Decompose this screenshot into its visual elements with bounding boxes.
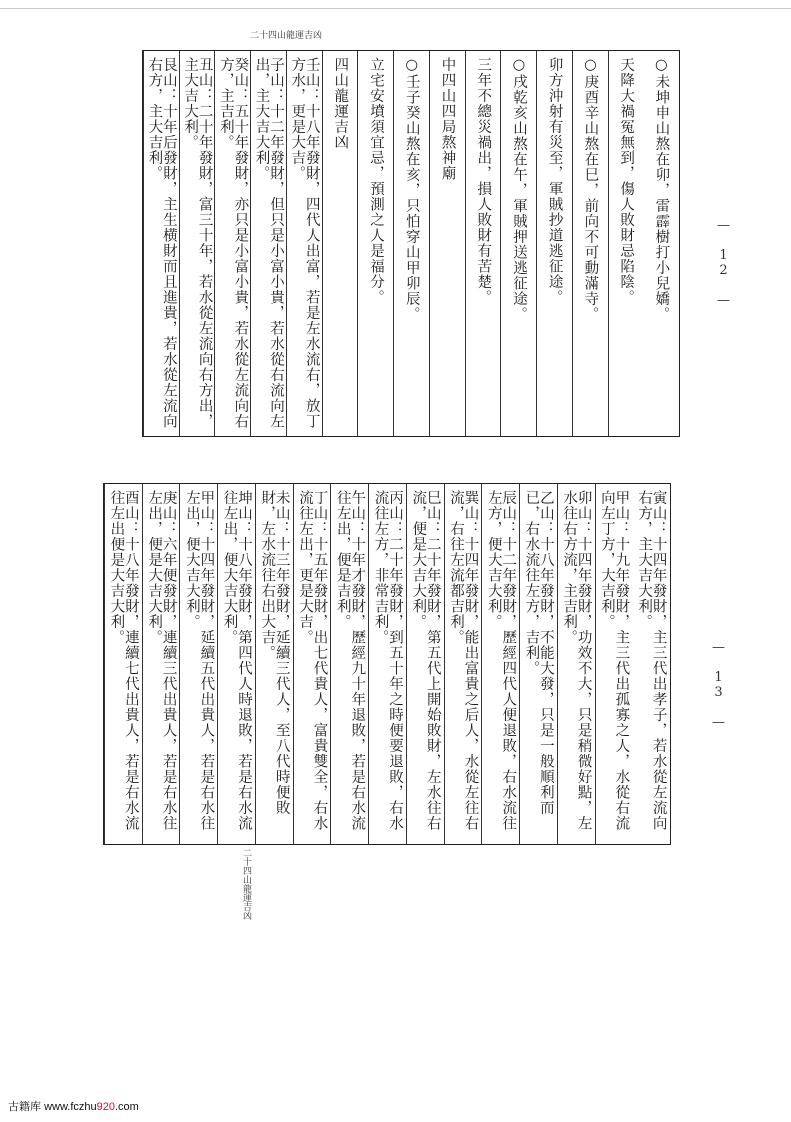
column-text: 未山：十三年發財，延續三代人，至八代時便敗財，左水流往右出大吉。 <box>259 490 290 816</box>
column-text: 甲山：十四年發財，延續五代出貴人，若是右水往左出，便大吉大利。 <box>183 490 215 831</box>
column-text: 巳山：二十年發財，第五代上開始敗財，左水往右流，便是大吉大利。 <box>410 490 441 831</box>
column-text: 丁山：十五年發財，出七代貴人，富貴雙全，右水流往左出，更是大吉。 <box>297 490 328 831</box>
column-text: 四山龍運吉凶 <box>332 57 349 150</box>
text-column <box>250 51 286 436</box>
text-column <box>519 484 557 844</box>
bottom-page-block <box>103 483 671 845</box>
top-running-head: 二十四山龍運吉凶 <box>250 31 323 41</box>
column-text: 三年不總災禍出，損人敗財有苦楚。 <box>475 57 492 305</box>
text-column <box>481 484 519 844</box>
text-column <box>143 51 179 436</box>
text-column <box>595 484 633 844</box>
text-column <box>500 51 536 436</box>
text-column <box>643 51 679 436</box>
footer-site-name: 古籍库 <box>8 1101 41 1113</box>
text-column <box>179 484 217 844</box>
column-text: 坤山：十八年發財，第四代人時退敗，若是右水流往左出，便大吉大利。 <box>221 490 253 831</box>
column-text: 丙山：二十年發財，到五十年之時便要退敗，右水流往左方，非常吉利。 <box>372 490 403 831</box>
column-text: 酉山：十八年發財，連續七代出貴人，若是右水流往左出便是大吉大利。 <box>108 490 139 831</box>
column-text: 辰山：十二年發財，歷經四代人便退敗，右水流往左方，便大吉大利。 <box>485 490 517 831</box>
column-text: 子山：十二年發財，但只是小富小貴，若水從右流向左出，主大吉大利。 <box>253 57 285 429</box>
text-column <box>465 51 501 436</box>
text-column <box>330 484 368 844</box>
column-text: 卯方沖射有災至，軍賊抄道逃征途。 <box>546 57 563 305</box>
column-text: 天降大禍冤無到，傷人敗財忌陷陰。 <box>618 57 635 305</box>
column-text: 乙山：十八年發財，不能大發，只是一般順利而已，右水流往左方，吉利。 <box>523 490 554 816</box>
scan-artifact-line <box>0 8 791 9</box>
text-column <box>368 484 406 844</box>
text-column <box>286 51 322 436</box>
column-text: 中四山四局熬神廟 <box>439 57 456 181</box>
text-column <box>557 484 595 844</box>
column-text: ○壬子癸山熬在亥，只怕穿山甲卯辰。 <box>403 57 420 322</box>
text-column <box>632 484 670 844</box>
bottom-running-head: 二十四山龍運吉凶 <box>241 848 251 920</box>
text-column <box>179 51 215 436</box>
text-column <box>608 51 644 436</box>
column-text: 癸山：五十年發財，亦只是小富小貴，若水從左流向右方，主吉利。 <box>217 57 249 429</box>
column-text: 寅山：十四年發財，主三代出孝子，若水從左流向右方，主大吉大利。 <box>636 490 667 831</box>
footer-url[interactable]: www.fczhu920.com <box>44 1101 139 1113</box>
text-column <box>536 51 572 436</box>
column-text: 艮山：十年后發財，主生横財而且進貴，若水從左流向右方，主大吉利。 <box>146 57 177 429</box>
top-page-block <box>142 50 680 437</box>
text-column <box>322 51 358 436</box>
column-text: 巽山：十四年發財，能出富貴之后人，水從左往右流，右往左流都吉利。 <box>447 490 479 831</box>
text-column <box>393 51 429 436</box>
text-column <box>406 484 444 844</box>
text-column <box>444 484 482 844</box>
column-text: 午山：十年才發財，歷經九十年退敗，若是右水流往左出，便是吉利。 <box>334 490 366 831</box>
text-column <box>142 484 180 844</box>
column-text: ○戌乾亥山熬在午，軍賊押送逃征途。 <box>510 57 527 322</box>
text-column <box>255 484 293 844</box>
text-column <box>104 484 142 844</box>
text-column <box>293 484 331 844</box>
text-column <box>429 51 465 436</box>
column-text: 庚山：六年便發財，連續三代出貴人，若是右水往左出，便是大吉大利。 <box>146 490 177 831</box>
column-text: 卯山：十四年發財，功效不大，只是稍微好點，左水往右方流，主吉利。 <box>561 490 592 831</box>
text-column <box>572 51 608 436</box>
bottom-page-number: — 13 — <box>711 640 726 730</box>
column-text: 壬山：十八年發財，四代人出富，若是左水流右，放丁方水，更是大吉。 <box>289 57 320 429</box>
column-text: ○未坤申山熬在卯，雷霹樹打小兒嬌。 <box>653 57 670 322</box>
column-text: 立宅安墳須宜忌，預測之人是福分。 <box>368 57 384 305</box>
column-text: 丑山：二十年發財，富三十年，若水從左流向右方出，主大吉大利。 <box>182 57 213 429</box>
site-footer <box>8 1098 139 1114</box>
column-text: 甲山：十九年發財，主三代出孤寡之人，水從右流向左丁方，大吉利。 <box>598 490 630 831</box>
text-column <box>217 484 255 844</box>
text-column <box>357 51 393 436</box>
text-column <box>214 51 250 436</box>
top-page-number: — 12 — <box>716 218 731 308</box>
column-text: ○庚酉辛山熬在巳，前向不可動滿寺。 <box>582 57 599 322</box>
